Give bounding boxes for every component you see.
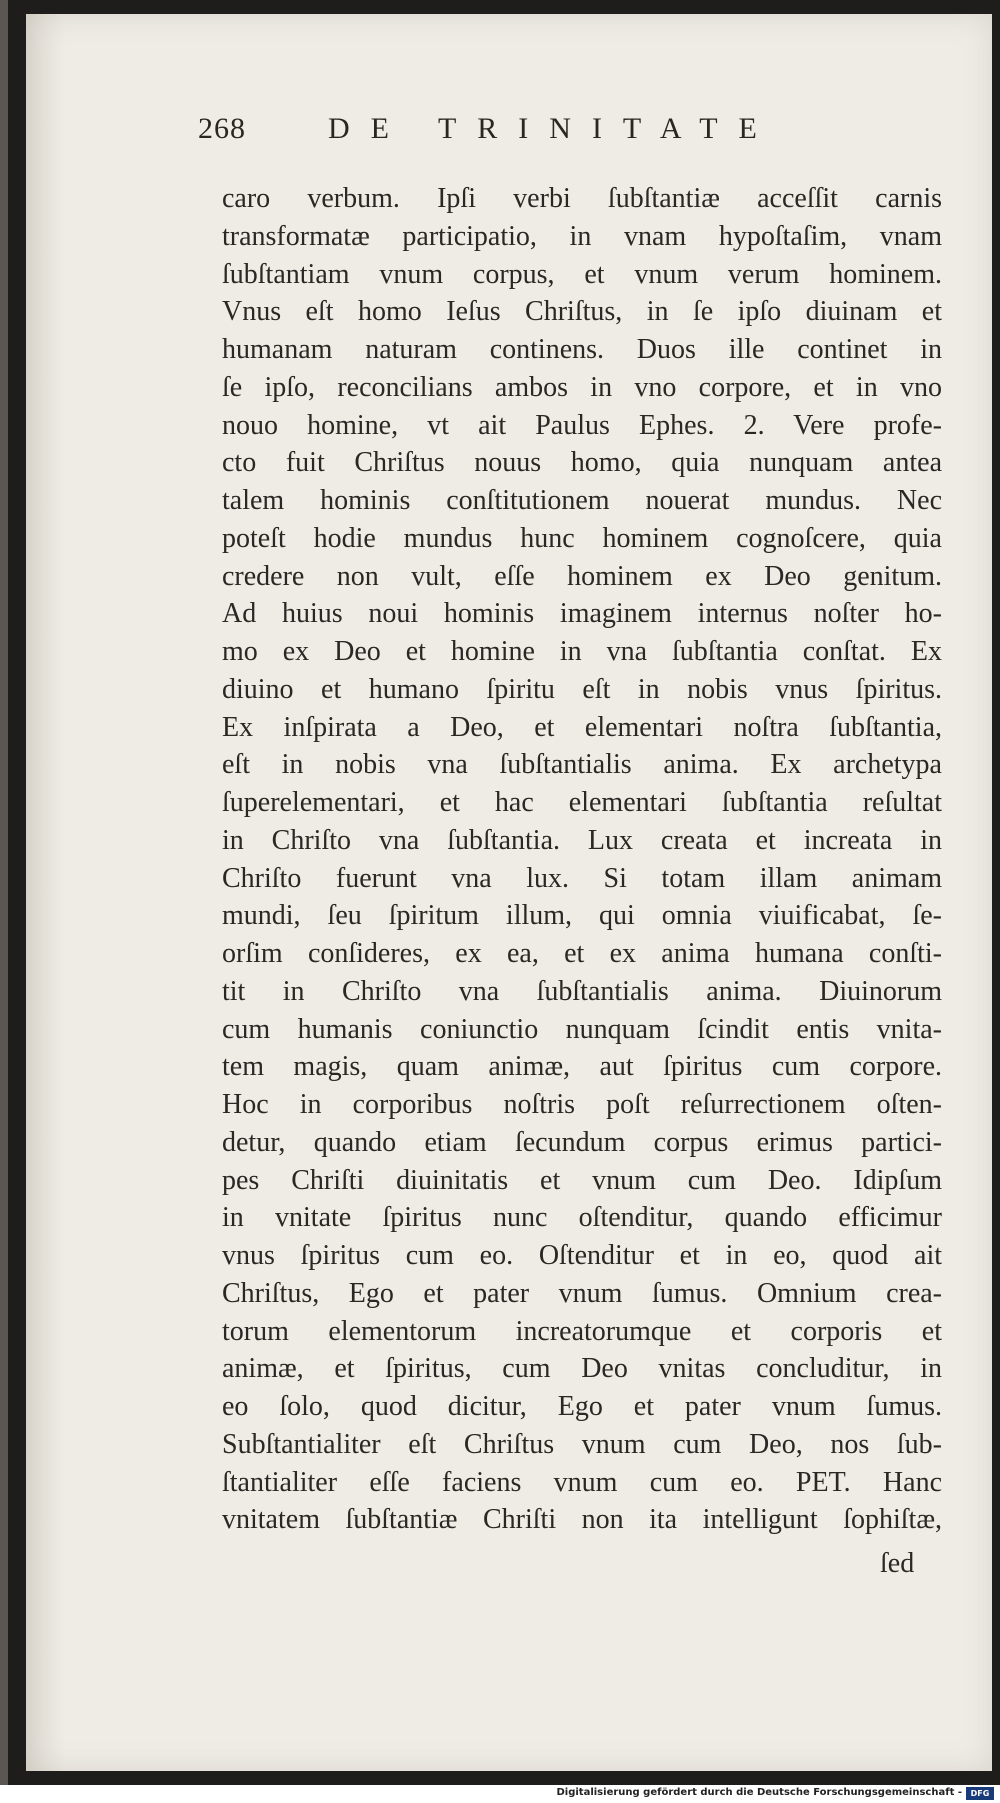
text-line: Ex inſpirata a Deo, et elementari noſtra ſubſtantia, [222,711,942,743]
running-title: DE TRINITATE [328,112,778,145]
text-line: torum elementorum increatorumque et corporis et [222,1315,942,1347]
text-line: Ad huius noui hominis imaginem internus noſter ho- [222,598,942,630]
text-line: orſim conſideres, ex ea, et ex anima humana conſti- [222,938,942,969]
text-line: animæ, et ſpiritus, cum Deo vnitas concluditur, in [222,1353,942,1385]
text-line: caro verbum. Ipſi verbi ſubſtantiæ acceſſit carnis [222,183,942,214]
text-line: Chriſtus, Ego et pater vnum ſumus. Omnium crea- [222,1277,942,1309]
text-line: Vnus eſt homo Ieſus Chriſtus, in ſe ipſo diuinam et [222,296,942,328]
text-line: eſt in nobis vna ſubſtantialis anima. Ex archetypa [222,749,942,781]
text-line: mundi, ſeu ſpiritum illum, qui omnia viuificabat, ſe- [222,900,942,932]
text-line: in Chriſto vna ſubſtantia. Lux creata et increata in [222,824,942,856]
text-line: nouo homine, vt ait Paulus Ephes. 2. Vere profe- [222,409,942,441]
text-line: Hoc in corporibus noſtris poſt reſurrectionem oſten- [222,1089,942,1120]
digitization-credit: Digitalisierung gefördert durch die Deutsche Forschungsgemeinschaft - [556,1787,962,1798]
text-line: mo ex Deo et homine in vna ſubſtantia conſtat. Ex [222,636,942,667]
text-line: transformatæ participatio, in vnam hypoſtaſim, vnam [222,220,942,252]
text-line: Chriſto fuerunt vna lux. Si totam illam animam [222,862,942,894]
text-line: ſubſtantiam vnum corpus, et vnum verum hominem. [222,258,942,290]
text-line: cto fuit Chriſtus nouus homo, quia nunquam antea [222,447,942,479]
text-line: tem magis, quam animæ, aut ſpiritus cum corpore. [222,1051,942,1083]
catchword: ſed [880,1548,915,1579]
text-line: diuino et humano ſpiritu eſt in nobis vnus ſpiritus. [222,673,942,705]
text-line: talem hominis conſtitutionem nouerat mundus. Nec [222,485,942,516]
running-head [198,112,808,156]
body-text [222,180,942,1539]
dfg-logo: DFG [966,1787,994,1800]
text-line: cum humanis coniunctio nunquam ſcindit entis vnita- [222,1013,942,1045]
text-line: vnitatem ſubſtantiæ Chriſti non ita intelligunt ſophiſtæ, [222,1504,942,1536]
text-line: in vnitate ſpiritus nunc oſtenditur, quando efficimur [222,1202,942,1234]
text-line: Subſtantialiter eſt Chriſtus vnum cum Deo, nos ſub- [222,1428,942,1460]
text-line: ſuperelementari, et hac elementari ſubſtantia reſultat [222,787,942,818]
page-number: 268 [198,112,246,145]
text-line: ſe ipſo, reconcilians ambos in vno corpore, et in vno [222,371,942,403]
text-line: eo ſolo, quod dicitur, Ego et pater vnum ſumus. [222,1391,942,1422]
text-line: pes Chriſti diuinitatis et vnum cum Deo. Idipſum [222,1164,942,1196]
text-line: detur, quando etiam ſecundum corpus erimus partici- [222,1126,942,1158]
text-line: poteſt hodie mundus hunc hominem cognoſcere, quia [222,522,942,554]
text-line: credere non vult, eſſe hominem ex Deo genitum. [222,560,942,592]
text-line: tit in Chriſto vna ſubſtantialis anima. Diuinorum [222,975,942,1007]
text-line: humanam naturam continens. Duos ille continet in [222,334,942,365]
text-line: vnus ſpiritus cum eo. Oſtenditur et in eo, quod ait [222,1240,942,1271]
text-line: ſtantialiter eſſe faciens vnum cum eo. PET. Hanc [222,1466,942,1498]
